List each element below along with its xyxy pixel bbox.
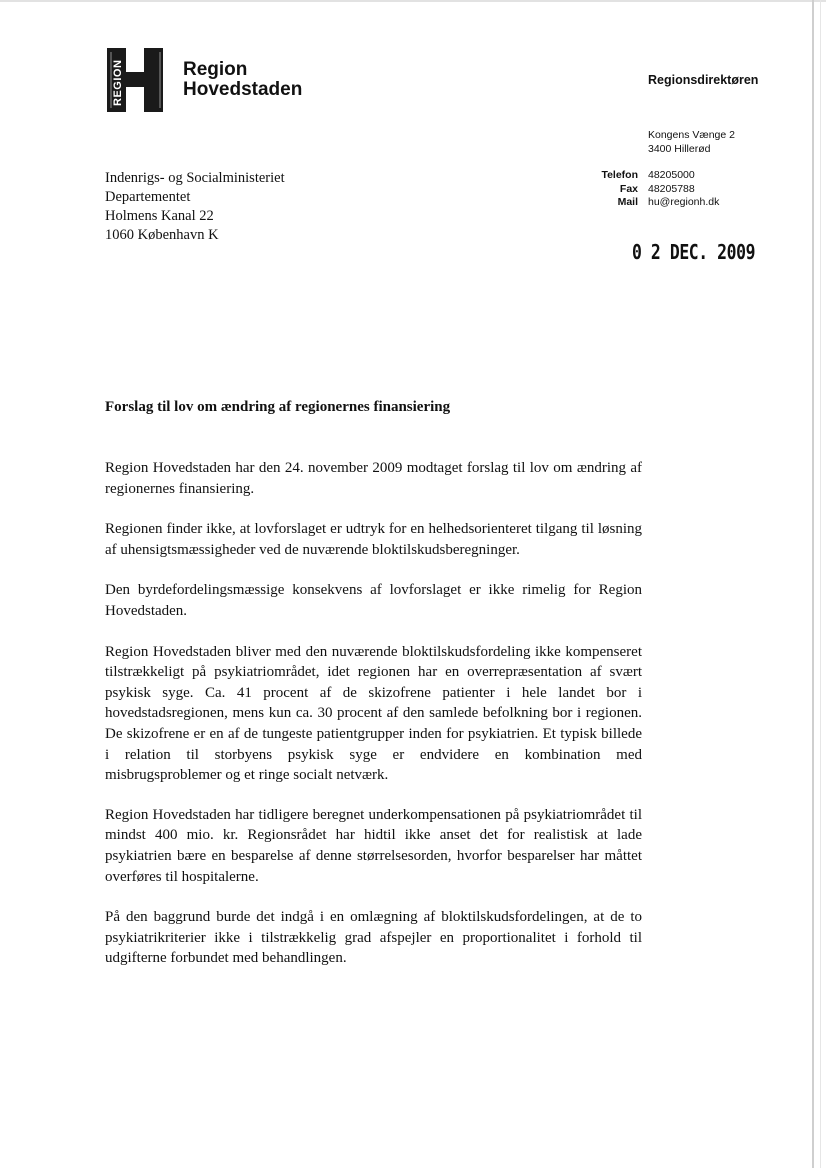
body-paragraph: Regionen finder ikke, at lovforslaget er udtryk for en helhedsorienteret tilgang til løsning af uhensigtsmæssigheder ved de nuværende bloktilskudsberegninger. xyxy=(105,521,642,558)
sender-street: Kongens Vænge 2 xyxy=(648,129,735,141)
scan-edge-right-secondary xyxy=(820,0,821,1168)
contact-mail-row xyxy=(560,196,719,210)
region-hovedstaden-logo xyxy=(107,48,163,112)
body-paragraph: Region Hovedstaden bliver med den nuværende bloktilskudsfordeling ikke kompenseret tilstrækkeligt på psykiatriområdet, idet regionen har en overrepræsentation af svært psykisk syge. Ca. 41 procent af de skizofrene patienter i hele landet bor i hovedstadsregionen, mens kun ca. 30 procent af den samlede befolkning bor i regionen. De skizofrene er en af de tungeste patientgrupper inden for psykiatrien. Et typisk billede i relation til storbyens psykisk syge er endvidere en kombination med misbrugsproblemer og et ringe socialt netværk. xyxy=(105,643,642,784)
fax-value: 48205788 xyxy=(648,182,695,195)
letter-body xyxy=(105,458,642,989)
logo-vertical-text: REGION xyxy=(112,59,124,106)
phone-label: Telefon xyxy=(601,169,638,181)
scan-edge-right xyxy=(812,0,814,1168)
letter-subject: Forslag til lov om ændring af regionernes finansiering xyxy=(105,399,451,415)
logo-wordmark xyxy=(183,60,302,100)
department-title: Regionsdirektøren xyxy=(648,73,759,87)
body-paragraph: Region Hovedstaden har den 24. november 2009 modtaget forslag til lov om ændring af regionernes finansiering. xyxy=(105,460,642,497)
sender-city: 3400 Hillerød xyxy=(648,143,711,155)
logo-name-line1: Region xyxy=(183,59,248,80)
phone-value: 48205000 xyxy=(648,169,695,181)
body-paragraph: Region Hovedstaden har tidligere beregnet underkompensationen på psykiatriområdet til mindst 400 mio. kr. Regionsrådet har hidtil ikke anset det for realistisk at lade psykiatrien bære en besparelse af denne størrelsesorden, hvorfor besparelser har måttet overføres til hospitalerne. xyxy=(105,806,642,885)
scan-edge-top xyxy=(0,0,826,2)
recipient-line3: Holmens Kanal 22 xyxy=(105,208,214,224)
recipient-line2: Departementet xyxy=(105,189,191,205)
sender-address xyxy=(648,128,735,156)
fax-label: Fax xyxy=(619,182,638,195)
recipient-line4: 1060 København K xyxy=(105,227,219,243)
mail-value[interactable]: hu@regionh.dk xyxy=(648,196,720,208)
contact-phone-row xyxy=(560,169,719,183)
contact-fax-row xyxy=(560,183,719,197)
date-stamp: 0 2 DEC. 2009 xyxy=(632,240,756,264)
logo-name-line2: Hovedstaden xyxy=(183,79,303,100)
recipient-line1: Indenrigs- og Socialministeriet xyxy=(105,170,285,186)
body-paragraph: Den byrdefordelingsmæssige konsekvens af lovforslaget er ikke rimelig for Region Hovedstaden. xyxy=(105,582,642,619)
mail-label: Mail xyxy=(617,196,638,208)
body-paragraph: På den baggrund burde det indgå i en omlægning af bloktilskudsfordelingen, at de to psykiatrikriterier ikke i tilstrækkelig grad afspejler en proportionalitet i forhold til udgifterne forbundet med behandlingen. xyxy=(105,909,642,967)
recipient-address xyxy=(105,169,285,245)
contact-block xyxy=(560,169,719,210)
